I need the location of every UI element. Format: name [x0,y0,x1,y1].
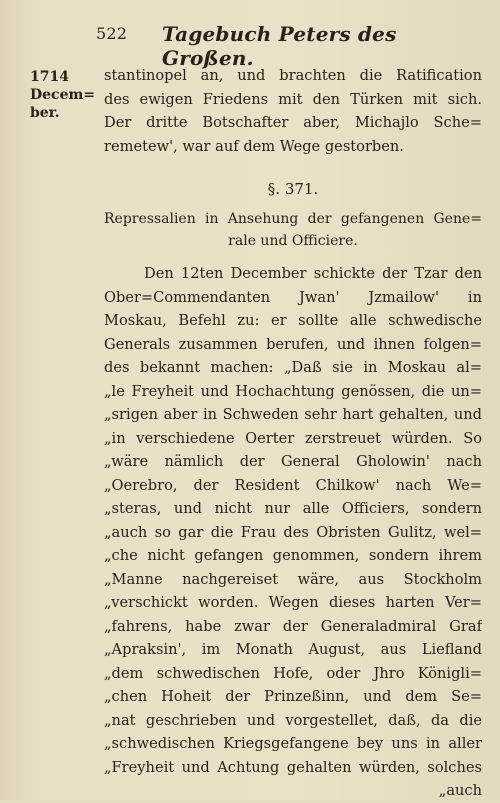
margin-note [30,68,94,122]
text-line: „Apraksin', im Monath August, aus Liefland [104,641,482,658]
text-line: „srigen aber in Schweden sehr hart gehalten, und [104,406,482,423]
text-line: „che nicht gefangen genommen, sondern ihrem [104,547,482,564]
text-line: des bekannt machen: „Daß sie in Moskau al= [104,359,482,376]
text-line: „chen Hoheit der Prinzeßinn, und dem Se= [104,688,482,705]
page-number: 522 [96,24,128,43]
text-line: remetew', war auf dem Wege gestorben. [104,137,404,155]
margin-year: 1714 [30,69,69,85]
text-line: „auch so gar die Frau des Obristen Gulitz, wel= [104,523,482,541]
margin-month-1: Decem= [30,87,96,103]
text-line: „fahrens, habe zwar der Generaladmiral Graf [104,617,482,635]
text-line: „Freyheit und Achtung gehalten würden, solches [104,758,482,776]
text-line: „Manne nachgereiset wäre, aus Stockholm [104,570,482,588]
section-heading [104,176,482,202]
text-line: „nat geschrieben und vorgestellet, daß, da die [104,711,482,729]
catchword: „auch [438,782,482,799]
text-line: „steras, und nicht nur alle Officiers, sondern [104,500,482,517]
text-line: Moskau, Befehl zu: er sollte alle schwedische [104,312,482,329]
text-line: „le Freyheit und Hochachtung genössen, die un= [104,382,482,400]
text-line: „verschickt worden. Wegen dieses harten Ver= [104,594,482,611]
section-subheading [104,208,482,252]
text-line: stantinopel an, und brachten die Ratification [104,67,482,84]
text-line: „schwedischen Kriegsgefangene bey uns in aller [104,735,482,752]
top-paragraph [104,64,482,158]
main-paragraph [104,262,482,803]
text-line: Ober=Commendanten Jwan' Jzmailow' in [104,288,482,306]
section-number: §. 371. [267,180,319,198]
running-title: Tagebuch Peters des Großen. [162,22,397,70]
text-line: Generals zusammen berufen, und ihnen folgen= [104,335,482,353]
text-line: Den 12ten December schickte der Tzar den [144,265,482,282]
text-line: „in verschiedene Oerter zerstreuet würden. So [104,429,482,447]
text-line: des ewigen Friedens mit den Türken mit sich. [104,90,482,108]
text-line: Der dritte Botschafter aber, Michajlo Sche= [104,114,482,131]
margin-month-2: ber. [30,105,60,121]
subheading-line: Repressalien in Ansehung der gefangenen Gene= [104,211,482,227]
text-line: „wäre nämlich der General Gholowin' nach [104,453,482,470]
text-line: „dem schwedischen Hofe, oder Jhro Königli= [104,664,482,682]
subheading-line: rale und Officiere. [228,233,358,249]
text-line: „Oerebro, der Resident Chilkow' nach We= [104,476,482,494]
